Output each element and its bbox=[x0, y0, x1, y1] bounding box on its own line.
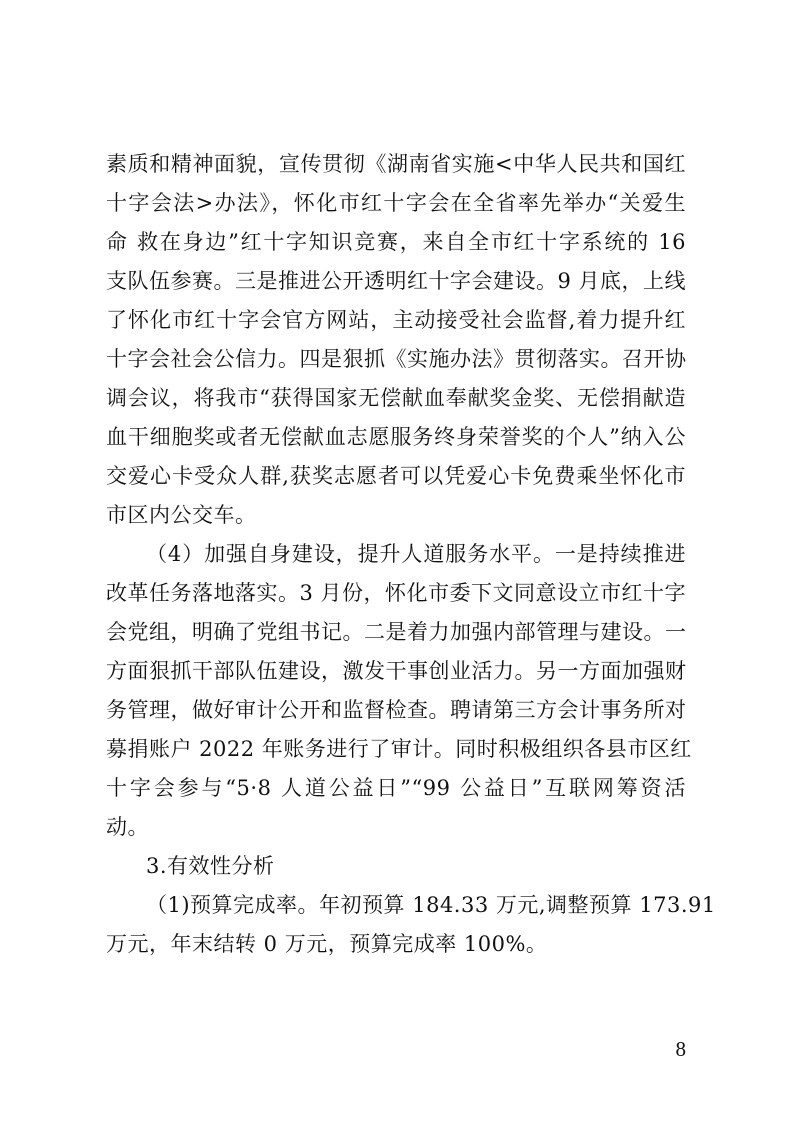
text-line: 动。 bbox=[106, 815, 149, 839]
text-line: 命 救在身边”红十字知识竞赛，来自全市红十字系统的 16 bbox=[106, 230, 686, 254]
text-line: 素质和精神面貌，宣传贯彻《湖南省实施<中华人民共和国红 bbox=[106, 152, 686, 176]
text-line: 十字会法>办法》，怀化市红十字会在全省率先举办“关爱生 bbox=[106, 191, 686, 215]
text-line: 改革任务落地落实。3 月份，怀化市委下文同意设立市红十字 bbox=[106, 581, 687, 605]
text-line: 会党组，明确了党组书记。二是着力加强内部管理与建设。一 bbox=[106, 620, 687, 644]
text-line: 血干细胞奖或者无偿献血志愿服务终身荣誉奖的个人”纳入公 bbox=[106, 425, 686, 449]
text-line: 交爱心卡受众人群,获奖志愿者可以凭爱心卡免费乘坐怀化市 bbox=[106, 464, 686, 488]
text-line: 调会议，将我市“获得国家无偿献血奉献奖金奖、无偿捐献造 bbox=[106, 386, 686, 410]
text-line: 万元，年末结转 0 万元，预算完成率 100%。 bbox=[106, 932, 548, 956]
paragraph-3 bbox=[106, 886, 716, 964]
text-line: 市区内公交车。 bbox=[106, 503, 257, 527]
text-line: 务管理，做好审计公开和监督检查。聘请第三方会计事务所对 bbox=[106, 698, 687, 722]
paragraph-1 bbox=[106, 145, 686, 535]
text-line: 方面狠抓干部队伍建设，激发干事创业活力。另一方面加强财 bbox=[106, 659, 687, 683]
page-number: 8 bbox=[675, 1037, 686, 1061]
section-heading: 3.有效性分析 bbox=[146, 854, 275, 878]
paragraph-2 bbox=[106, 535, 692, 847]
text-line: 支队伍参赛。三是推进公开透明红十字会建设。9 月底，上线 bbox=[106, 269, 687, 293]
document-body bbox=[106, 145, 716, 964]
text-line: （1)预算完成率。年初预算 184.33 万元,调整预算 173.91 bbox=[146, 893, 716, 917]
text-line: 十字会社会公信力。四是狠抓《实施办法》贯彻落实。召开协 bbox=[106, 347, 687, 371]
text-line: 募捐账户 2022 年账务进行了审计。同时积极组织各县市区红 bbox=[106, 737, 692, 761]
text-line: （4）加强自身建设，提升人道服务水平。一是持续推进 bbox=[146, 542, 686, 566]
text-line: 了怀化市红十字会官方网站，主动接受社会监督,着力提升红 bbox=[106, 308, 686, 332]
text-line: 十字会参与“5·8 人道公益日”“99 公益日”互联网筹资活 bbox=[106, 776, 686, 800]
